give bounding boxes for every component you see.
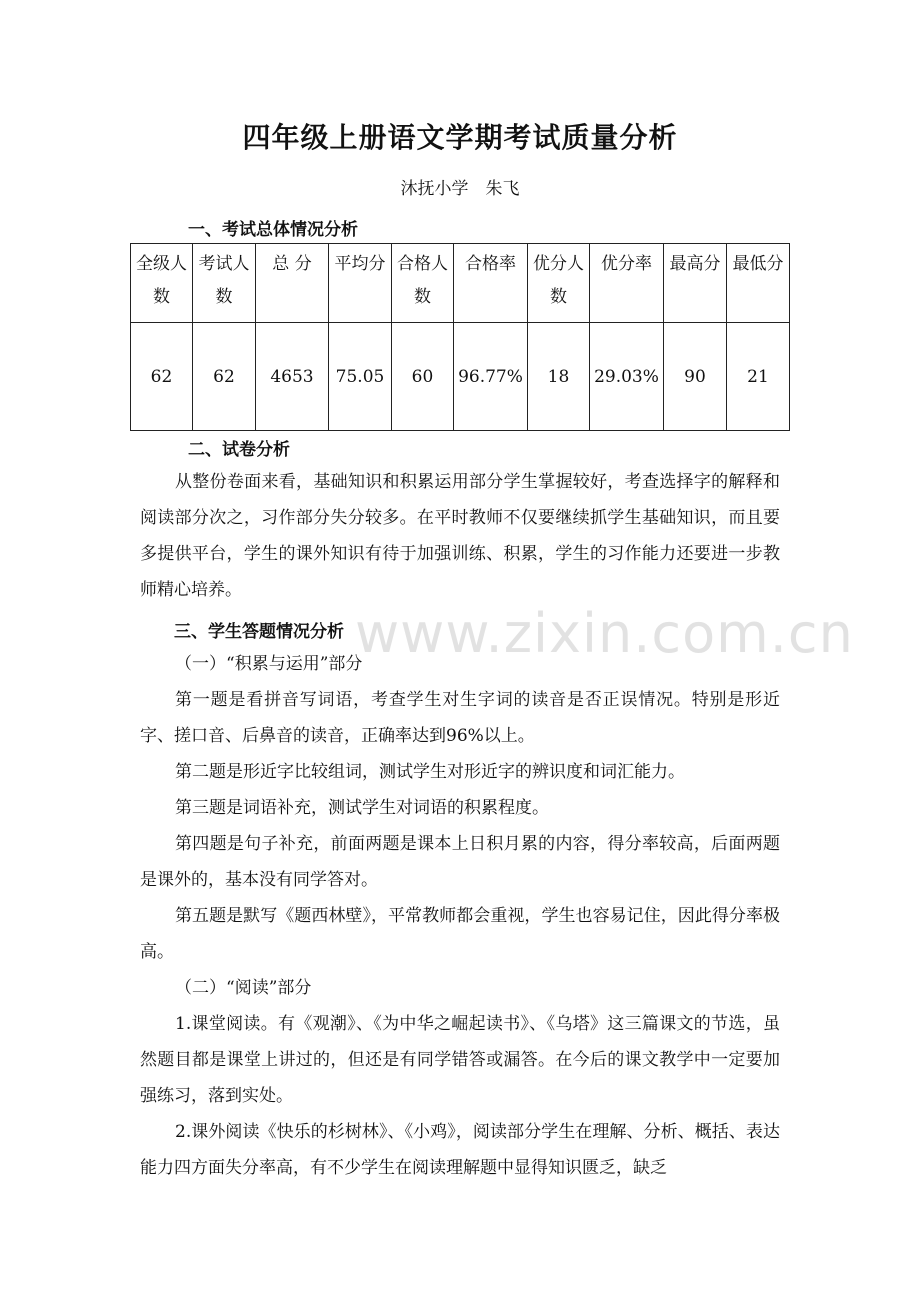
header-cell: 优分人数	[528, 244, 590, 323]
stats-value-row	[131, 323, 790, 431]
header-cell: 合格人数	[392, 244, 454, 323]
exam-stats-table	[130, 243, 790, 431]
question4-analysis: 第四题是句子补充，前面两题是课本上日积月累的内容，得分率较高，后面两题是课外的，基本没有同学答对。	[140, 834, 780, 890]
part1-heading: （一）“积累与运用”部分	[175, 654, 363, 674]
question5-analysis: 第五题是默写《题西林壁》，平常教师都会重视，学生也容易记住，因此得分率极高。	[140, 906, 780, 962]
header-cell: 优分率	[590, 244, 664, 323]
stats-header-row	[131, 244, 790, 323]
value-cell: 90	[664, 323, 727, 431]
header-cell: 平均分	[329, 244, 392, 323]
value-cell: 21	[727, 323, 790, 431]
header-cell: 最低分	[727, 244, 790, 323]
section2-body	[140, 464, 780, 608]
header-cell: 考试人数	[193, 244, 256, 323]
document-title: 四年级上册语文学期考试质量分析	[242, 121, 678, 154]
value-cell: 62	[193, 323, 256, 431]
section2-paragraph: 从整份卷面来看，基础知识和积累运用部分学生掌握较好，考查选择字的解释和阅读部分次之，习作部分失分较多。在平时教师不仅要继续抓学生基础知识，而且要多提供平台，学生的课外知识有待于加强训练、积累，学生的习作能力还要进一步教师精心培养。	[140, 472, 780, 600]
value-cell: 60	[392, 323, 454, 431]
watermark-text: www.zixin.com.cn	[355, 602, 854, 665]
question2-analysis: 第二题是形近字比较组词，测试学生对形近字的辨识度和词汇能力。	[175, 762, 685, 782]
reading2-analysis: 2.课外阅读《快乐的杉树林》、《小鸡》，阅读部分学生在理解、分析、概括、表达能力四方面失分率高，有不少学生在阅读理解题中显得知识匮乏，缺乏	[140, 1122, 780, 1178]
section1-heading: 一、考试总体情况分析	[188, 220, 358, 240]
reading1-analysis: 1.课堂阅读。有《观潮》、《为中华之崛起读书》、《乌塔》这三篇课文的节选，虽然题目都是课堂上讲过的，但还是有同学错答或漏答。在今后的课文教学中一定要加强练习，落到实处。	[140, 1014, 780, 1106]
value-cell: 62	[131, 323, 193, 431]
value-cell: 4653	[256, 323, 329, 431]
header-cell: 最高分	[664, 244, 727, 323]
value-cell: 29.03%	[590, 323, 664, 431]
section3-body	[140, 646, 780, 1186]
question3-analysis: 第三题是词语补充，测试学生对词语的积累程度。	[175, 798, 549, 818]
section3-heading: 三、学生答题情况分析	[174, 622, 344, 642]
part2-heading: （二）“阅读”部分	[175, 978, 312, 998]
header-cell: 全级人数	[131, 244, 193, 323]
header-cell: 合格率	[454, 244, 528, 323]
question1-analysis: 第一题是看拼音写词语，考查学生对生字词的读音是否正误情况。特别是形近字、搓口音、后鼻音的读音，正确率达到96%以上。	[140, 690, 780, 746]
value-cell: 75.05	[329, 323, 392, 431]
section2-heading: 二、试卷分析	[188, 440, 290, 460]
value-cell: 18	[528, 323, 590, 431]
document-author: 沐抚小学 朱飞	[400, 179, 520, 199]
value-cell: 96.77%	[454, 323, 528, 431]
header-cell: 总 分	[256, 244, 329, 323]
